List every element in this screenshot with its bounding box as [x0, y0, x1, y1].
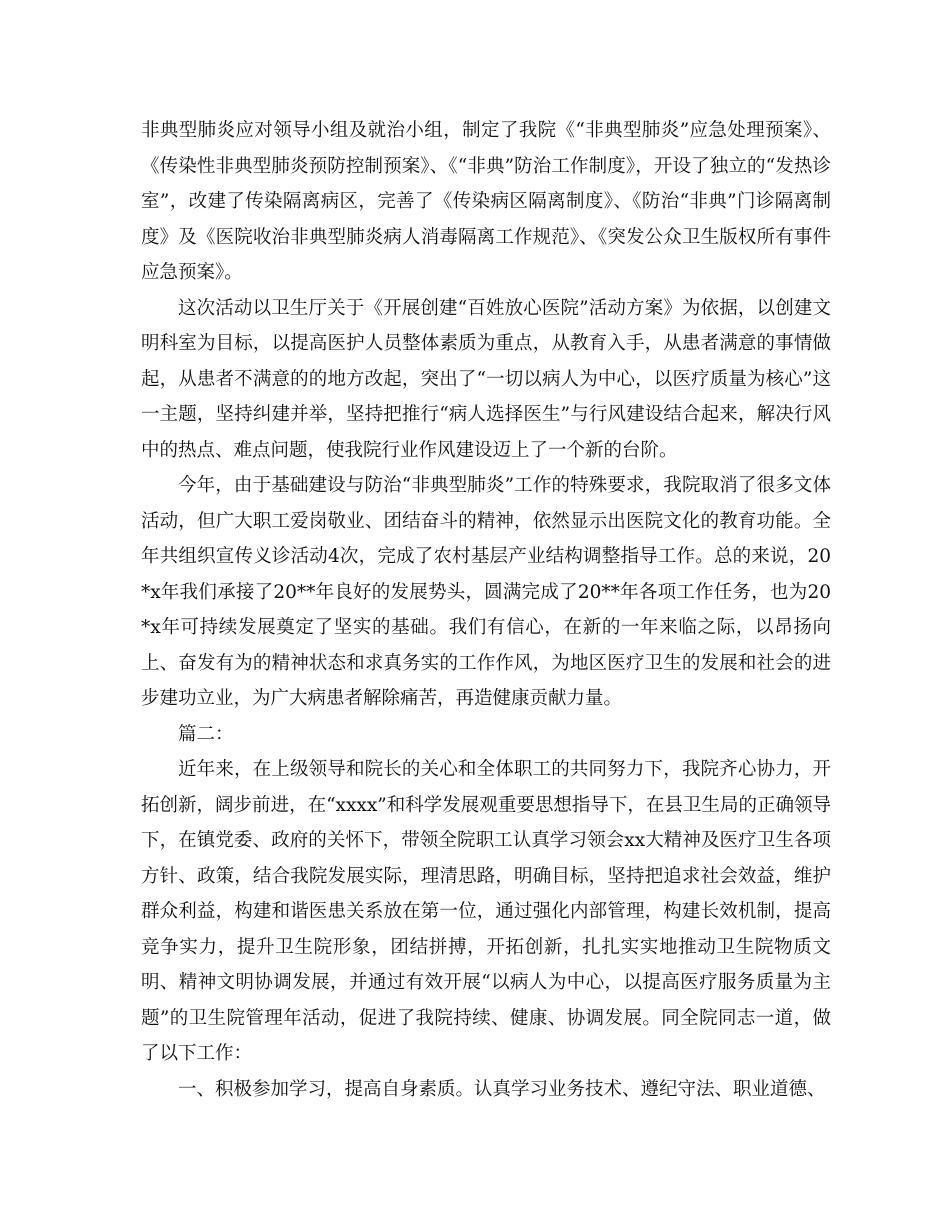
paragraph-recent-years: 近年来，在上级领导和院长的关心和全体职工的共同努力下，我院齐心协力，开拓创新，阔步前进，在“xxxx”和科学发展观重要思想指导下，在县卫生局的正确领导下，在镇党委、政府的关怀下，带领全院职工认真学习领会xx大精神及医疗卫生各项方针、政策，结合我院发展实际，理清思路，明确目标，坚持把追求社会效益，维护群众利益，构建和谐医患关系放在第一位，通过强化内部管理，构建长效机制，提高竞争实力，提升卫生院形象，团结拼搏，开拓创新，扎扎实实地推动卫生院物质文明、精神文明协调发展，并通过有效开展“以病人为中心，以提高医疗服务质量为主题”的卫生院管理年活动，促进了我院持续、健康、协调发展。同全院同志一道，做了以下工作： — [141, 759, 831, 1064]
document-body — [141, 113, 831, 1107]
paragraph-this-year: 今年，由于基础建设与防治“非典型肺炎”工作的特殊要求，我院取消了很多文体活动，但广大职工爱岗敬业、团结奋斗的精神，依然显示出医院文化的教育功能。全年共组织宣传义诊活动4次，完成了农村基层产业结构调整指导工作。总的来说，20*x年我们承接了20**年良好的发展势头，圆满完成了20**年各项工作任务，也为20*x年可持续发展奠定了坚实的基础。我们有信心，在新的一年来临之际，以昂扬向上、奋发有为的精神状态和求真务实的工作作风，为地区医疗卫生的发展和社会的进步建功立业，为广大病患者解除痛苦，再造健康贡献力量。 — [141, 475, 831, 709]
section-heading-part-two: 篇二： — [178, 723, 234, 745]
paragraph-continued: 非典型肺炎应对领导小组及就治小组，制定了我院《“非典型肺炎”应急处理预案》、《传染性非典型肺炎预防控制预案》、《“非典”防治工作制度》，开设了独立的“发热诊室”，改建了传染隔离病区，完善了《传染病区隔离制度》、《防治“非典”门诊隔离制度》及《医院收治非典型肺炎病人消毒隔离工作规范》、《突发公众卫生版权所有事件应急预案》。 — [141, 120, 831, 283]
paragraph-item-one: 一、积极参加学习，提高自身素质。认真学习业务技术、遵纪守法、职业道德、 — [178, 1078, 826, 1100]
paragraph-activity: 这次活动以卫生厅关于《开展创建“百姓放心医院”活动方案》为依据，以创建文明科室为目标，以提高医护人员整体素质为重点，从教育入手，从患者满意的事情做起，从患者不满意的的地方改起，突出了“一切以病人为中心，以医疗质量为核心”这一主题，坚持纠建并举，坚持把推行“病人选择医生”与行风建设结合起来，解决行风中的热点、难点问题，使我院行业作风建设迈上了一个新的台阶。 — [141, 297, 831, 461]
